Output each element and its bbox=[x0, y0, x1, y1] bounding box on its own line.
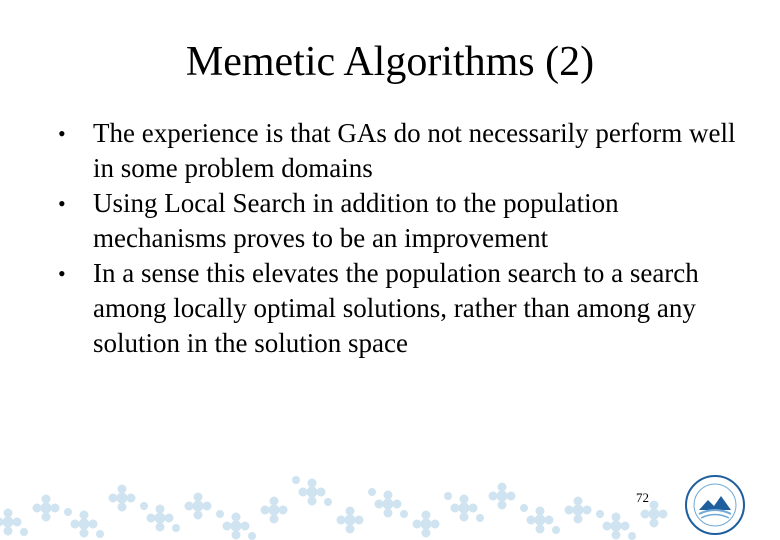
decor-dot bbox=[413, 520, 421, 528]
decor-dot bbox=[4, 527, 12, 535]
decor-dot bbox=[355, 516, 363, 524]
bullet-item bbox=[58, 256, 758, 361]
decor-dot bbox=[109, 494, 117, 502]
decor-dot bbox=[308, 497, 316, 505]
decor-dot bbox=[431, 520, 439, 528]
bullet-text: In a sense this elevates the population search to a search among locally optimal solutions, rather than among any solution in the solution space bbox=[93, 258, 699, 358]
decor-dot bbox=[308, 479, 316, 487]
bullet-list bbox=[58, 116, 758, 361]
decor-dot bbox=[498, 483, 506, 491]
decor-dot bbox=[203, 502, 211, 510]
decor-dot bbox=[612, 513, 620, 521]
decor-dot bbox=[80, 529, 88, 537]
decor-dot bbox=[469, 504, 477, 512]
decor-dot bbox=[641, 510, 649, 518]
decor-dot bbox=[13, 518, 21, 526]
decor-dot bbox=[127, 494, 135, 502]
decor-dot bbox=[489, 492, 497, 500]
decor-dot bbox=[193, 501, 203, 511]
decor-dot bbox=[383, 499, 393, 509]
decor-dot bbox=[659, 510, 667, 518]
decor-dot bbox=[217, 511, 224, 518]
decor-dot bbox=[118, 503, 126, 511]
decor-dot bbox=[375, 500, 383, 508]
decor-dot bbox=[307, 487, 317, 497]
decor-dot bbox=[325, 499, 332, 506]
decor-dot bbox=[507, 492, 515, 500]
bullet-marker: • bbox=[58, 191, 66, 216]
decor-dot bbox=[80, 511, 88, 519]
decor-dot bbox=[611, 521, 621, 531]
decor-dot bbox=[650, 519, 658, 527]
decor-dot bbox=[603, 522, 611, 530]
decor-dot bbox=[545, 516, 553, 524]
bullet-item bbox=[58, 116, 758, 186]
decor-dot bbox=[89, 520, 97, 528]
decor-dot bbox=[118, 485, 126, 493]
decor-dot bbox=[231, 521, 241, 531]
decor-dot bbox=[621, 522, 629, 530]
decor-dot bbox=[459, 503, 469, 513]
decor-dot bbox=[269, 505, 279, 515]
decor-dot bbox=[299, 488, 307, 496]
decor-dot bbox=[65, 509, 72, 516]
decor-dot bbox=[293, 477, 300, 484]
decor-dot bbox=[583, 506, 591, 514]
decor-dot bbox=[156, 505, 164, 513]
decor-dot bbox=[42, 513, 50, 521]
decor-dot bbox=[261, 506, 269, 514]
decor-dot bbox=[117, 493, 127, 503]
decor-dot bbox=[42, 495, 50, 503]
page-number: 72 bbox=[636, 490, 649, 505]
bullet-marker: • bbox=[58, 121, 66, 146]
decor-dot bbox=[460, 495, 468, 503]
bullet-marker: • bbox=[58, 261, 66, 286]
decor-dot bbox=[574, 515, 582, 523]
decor-dot bbox=[4, 509, 12, 517]
decor-dot bbox=[535, 515, 545, 525]
decor-dot bbox=[51, 504, 59, 512]
decor-dot bbox=[574, 497, 582, 505]
decor-dot bbox=[317, 488, 325, 496]
decor-dot bbox=[527, 516, 535, 524]
decor-dot bbox=[249, 533, 256, 540]
decor-dot bbox=[460, 513, 468, 521]
decor-dot bbox=[498, 501, 506, 509]
decor-dot bbox=[346, 525, 354, 533]
decor-dot bbox=[165, 514, 173, 522]
decor-dot bbox=[345, 515, 355, 525]
decor-dot bbox=[223, 522, 231, 530]
decor-dot bbox=[393, 500, 401, 508]
decor-dot bbox=[536, 525, 544, 533]
decor-dot bbox=[445, 493, 452, 500]
decor-dot bbox=[421, 519, 431, 529]
decor-dot bbox=[141, 503, 148, 510]
decor-dot bbox=[451, 504, 459, 512]
decor-dot bbox=[649, 509, 659, 519]
decor-dot bbox=[384, 491, 392, 499]
decor-dot bbox=[79, 519, 89, 529]
decor-dot bbox=[337, 516, 345, 524]
decor-dot bbox=[194, 493, 202, 501]
decor-dot bbox=[497, 491, 507, 501]
decor-dot bbox=[41, 503, 51, 513]
university-seal-icon bbox=[684, 474, 746, 536]
decor-dot bbox=[650, 501, 658, 509]
decor-dot bbox=[369, 489, 376, 496]
decor-dot bbox=[521, 505, 528, 512]
bullet-text: Using Local Search in addition to the population mechanisms proves to be an improvement bbox=[93, 188, 619, 253]
decor-dot bbox=[346, 507, 354, 515]
decor-dot bbox=[232, 513, 240, 521]
decor-dot bbox=[422, 529, 430, 537]
decor-dot bbox=[33, 504, 41, 512]
decor-dot bbox=[565, 506, 573, 514]
decor-dot bbox=[0, 518, 3, 526]
decor-dot bbox=[270, 515, 278, 523]
decor-dot bbox=[573, 505, 583, 515]
slide-title: Memetic Algorithms (2) bbox=[185, 39, 595, 85]
decor-dot bbox=[536, 507, 544, 515]
decor-dot bbox=[553, 527, 560, 534]
decor-dot bbox=[3, 517, 13, 527]
decor-dot bbox=[401, 511, 408, 518]
decor-dot bbox=[477, 515, 484, 522]
decor-dot bbox=[279, 506, 287, 514]
decor-dot bbox=[155, 513, 165, 523]
decor-dot bbox=[422, 511, 430, 519]
decor-dot bbox=[232, 531, 240, 539]
decor-dot bbox=[194, 511, 202, 519]
decor-dot bbox=[270, 497, 278, 505]
decor-dot bbox=[612, 531, 620, 539]
decor-dot bbox=[97, 531, 104, 538]
decor-dot bbox=[156, 523, 164, 531]
decor-dot bbox=[147, 514, 155, 522]
decor-dot bbox=[21, 529, 28, 536]
decor-dot bbox=[173, 525, 180, 532]
bullet-item bbox=[58, 186, 758, 256]
decor-dot bbox=[384, 509, 392, 517]
bullet-text: The experience is that GAs do not necessarily perform well in some problem domains bbox=[93, 118, 736, 183]
decor-dot bbox=[241, 522, 249, 530]
decorative-pattern bbox=[0, 468, 680, 540]
decor-dot bbox=[185, 502, 193, 510]
decor-dot bbox=[71, 520, 79, 528]
decor-dot bbox=[597, 511, 604, 518]
decor-dot bbox=[629, 533, 636, 540]
